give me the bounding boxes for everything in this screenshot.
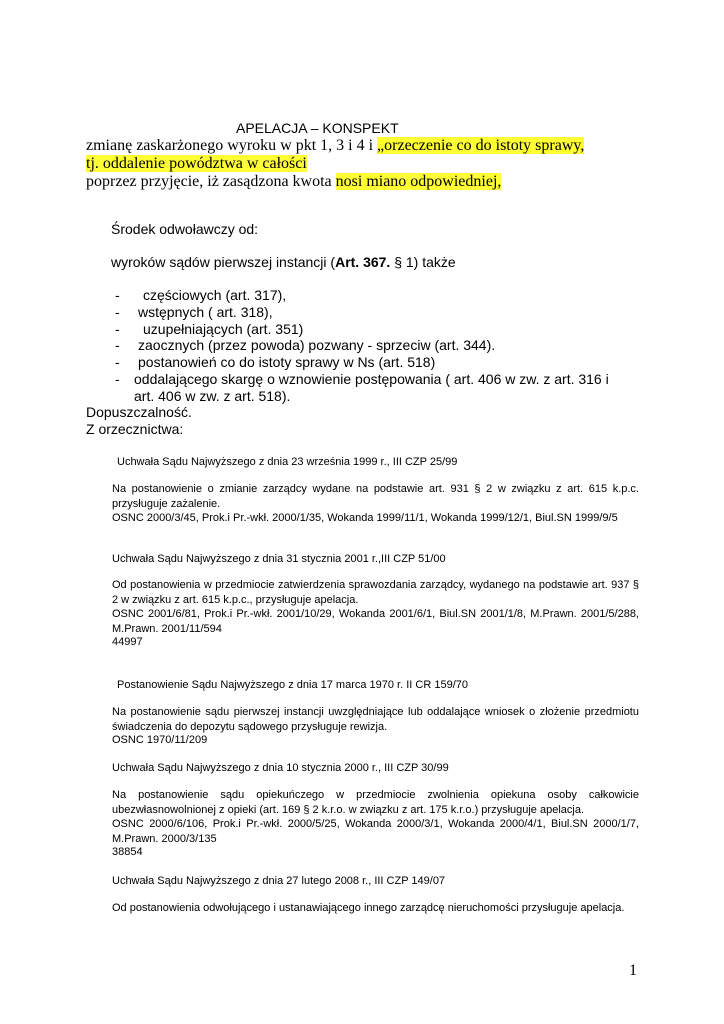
orzecznictwo-heading: Z orzecznictwa: bbox=[86, 421, 184, 437]
bullet-text: postanowień co do istoty sprawy w Ns (art. 518) bbox=[138, 354, 436, 370]
bullet-text: oddalającego skargę o wznowienie postępowania ( art. 406 w zw. z art. 316 i bbox=[134, 371, 609, 387]
bullet-text: zaocznych (przez powoda) pozwany - sprzeciw (art. 344). bbox=[138, 337, 496, 353]
ruling-body: Na postanowienie o zmianie zarządcy wydane na podstawie art. 931 § 2 w związku z art. 615 k.p.c. przysługuje zażalenie. bbox=[112, 483, 639, 510]
ruling-header: Uchwała Sądu Najwyższego z dnia 10 stycznia 2000 r., III CZP 30/99 bbox=[112, 762, 449, 774]
intro-line-2 bbox=[86, 155, 307, 173]
ruling-references: OSNC 2001/6/81, Prok.i Pr.-wkł. 2001/10/29, Wokanda 2001/6/1, Biul.SN 2001/1/8, M.Prawn. 2001/5/288, M.Prawn. 2001/11/594 bbox=[112, 608, 639, 635]
wyrokow-line bbox=[111, 254, 456, 270]
bullet-dash: - bbox=[115, 337, 120, 353]
bullet-dash: - bbox=[115, 287, 120, 303]
ruling-references: OSNC 1970/11/209 bbox=[112, 734, 208, 746]
bullet-text: częściowych (art. 317), bbox=[143, 287, 287, 303]
dopuszczalnosc-heading: Dopuszczalność. bbox=[86, 404, 192, 420]
wyrokow-article: Art. 367. bbox=[335, 254, 391, 270]
wyrokow-text-end: § 1) także bbox=[390, 254, 456, 270]
ruling-number: 44997 bbox=[112, 636, 143, 648]
ruling-header: Uchwała Sądu Najwyższego z dnia 27 lutego 2008 r., III CZP 149/07 bbox=[112, 875, 446, 887]
intro-highlight: „orzeczenie co do istoty sprawy, bbox=[377, 137, 585, 154]
ruling-references: OSNC 2000/6/106, Prok.i Pr.-wkł. 2000/5/25, Wokanda 2000/3/1, Wokanda 2000/4/1, Biul.SN 2000/1/7, M.Prawn. 2000/3/135 bbox=[112, 818, 639, 845]
bullet-dash: - bbox=[115, 371, 120, 387]
ruling-body: Od postanowienia w przedmiocie zatwierdzenia sprawozdania zarządcy, wydanego na podstawie art. 937 § 2 w związku z art. 615 k.p.c., przysługuje apelacja. bbox=[112, 579, 639, 606]
ruling-header: Uchwała Sądu Najwyższego z dnia 23 września 1999 r., III CZP 25/99 bbox=[117, 456, 458, 468]
ruling-body: Na postanowienie sądu opiekuńczego w przedmiocie zwolnienia opiekuna osoby całkowicie ubezwłasnowolnionej z opieki (art. 169 § 2 k.r.o. w związku z art. 175 k.r.o.) przysługuje apelacja. bbox=[112, 789, 639, 816]
intro-line-1 bbox=[86, 137, 584, 155]
bullet-dash: - bbox=[115, 304, 120, 320]
intro-highlight: nosi miano odpowiedniej, bbox=[335, 173, 502, 190]
bullet-dash: - bbox=[115, 321, 120, 337]
bullet-text: uzupełniających (art. 351) bbox=[143, 321, 304, 337]
ruling-header: Uchwała Sądu Najwyższego z dnia 31 stycznia 2001 r.,III CZP 51/00 bbox=[112, 553, 446, 565]
intro-line-3 bbox=[86, 173, 501, 191]
ruling-header: Postanowienie Sądu Najwyższego z dnia 17 marca 1970 r. II CR 159/70 bbox=[117, 679, 468, 691]
intro-text: poprzez przyjęcie, iż zasądzona kwota bbox=[86, 173, 336, 190]
document-title: APELACJA – KONSPEKT bbox=[236, 120, 399, 136]
ruling-body: Na postanowienie sądu pierwszej instancji uwzględniające lub oddalające wniosek o złożenie przedmiotu świadczenia do depozytu sądowego przysługuje rewizja. bbox=[112, 706, 639, 733]
ruling-number: 38854 bbox=[112, 846, 143, 858]
bullet-text-continued: art. 406 w zw. z art. 518). bbox=[134, 388, 291, 404]
srodek-heading: Środek odwoławczy od: bbox=[111, 221, 259, 237]
page-number: 1 bbox=[629, 962, 637, 979]
bullet-text: wstępnych ( art. 318), bbox=[138, 304, 273, 320]
wyrokow-text: wyroków sądów pierwszej instancji ( bbox=[111, 254, 336, 270]
bullet-dash: - bbox=[115, 354, 120, 370]
intro-text: zmianę zaskarżonego wyroku w pkt 1, 3 i 4 i bbox=[86, 137, 378, 154]
intro-highlight: tj. oddalenie powództwa w całości bbox=[86, 155, 307, 172]
ruling-references: OSNC 2000/3/45, Prok.i Pr.-wkł. 2000/1/35, Wokanda 1999/11/1, Wokanda 1999/12/1, Biul.SN 1999/9/5 bbox=[112, 512, 618, 524]
ruling-body: Od postanowienia odwołującego i ustanawiającego innego zarządcę nieruchomości przysługuje apelacja. bbox=[112, 902, 625, 914]
